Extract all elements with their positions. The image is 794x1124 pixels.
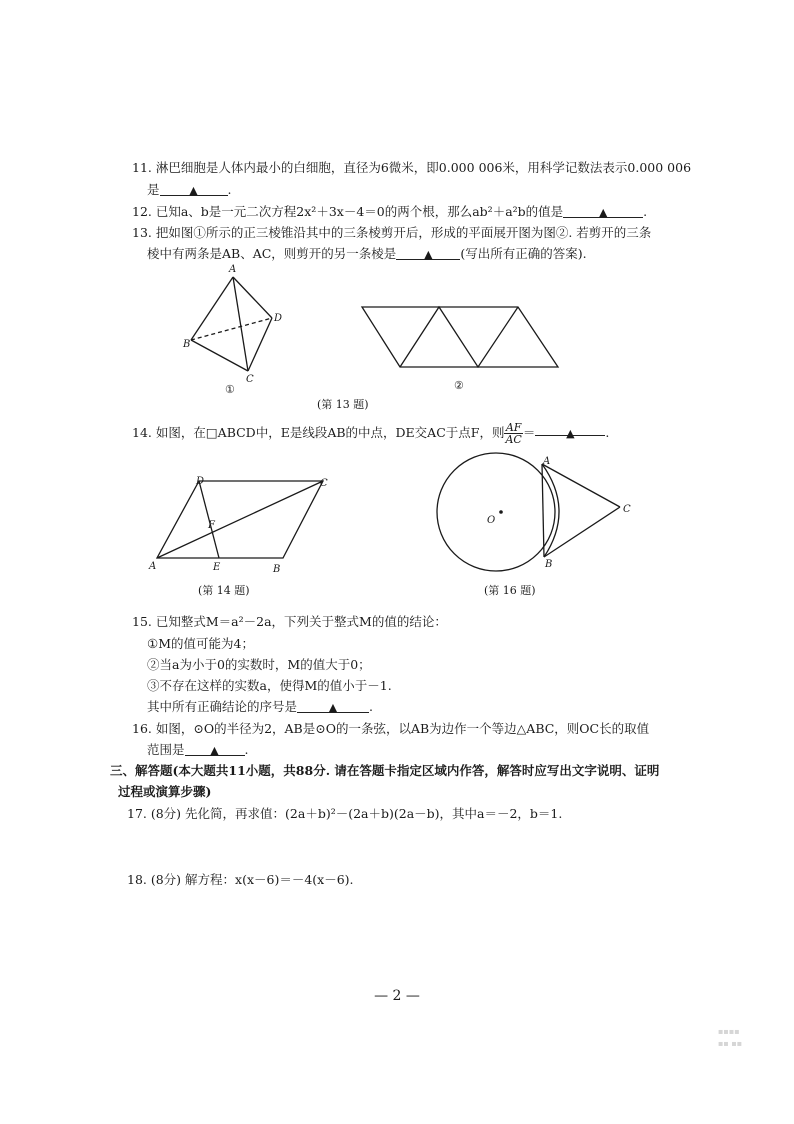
fig14-label-b: B	[273, 564, 281, 575]
fig16-figure	[437, 453, 620, 571]
q16-line2	[147, 741, 249, 759]
answer-triangle-icon: ▲	[189, 184, 198, 197]
q15-ask-text: 其中所有正确结论的序号是	[147, 699, 298, 714]
fig13-tetrahedron	[191, 277, 272, 371]
fig14-label-e: E	[213, 562, 221, 573]
q13-suffix: (写出所有正确的答案).	[460, 246, 587, 261]
fig13-net	[362, 307, 558, 367]
q16-text: 范围是	[147, 742, 185, 757]
fig14-label-f: F	[208, 520, 215, 531]
answer-triangle-icon: ▲	[328, 701, 338, 714]
q11-line2	[147, 181, 232, 199]
fig13-caption: (第 13 题)	[317, 398, 369, 411]
q12-text: 12. 已知a、b是一元二次方程2x²＋3x－4＝0的两个根，那么ab²＋a²b的值是	[132, 204, 564, 219]
q18-text: 18. (8分) 解方程：x(x－6)＝－4(x－6).	[127, 872, 354, 887]
q16-suffix: .	[244, 742, 249, 757]
fig14-parallelogram	[157, 481, 323, 558]
page-number: — 2 —	[374, 988, 420, 1004]
fig13-label-d: D	[274, 313, 283, 324]
q12-line	[132, 203, 647, 221]
fig14-label-d: D	[196, 476, 205, 487]
q14-text: 14. 如图，在□ABCD中，E是线段AB的中点，DE交AC于点F，则	[132, 425, 505, 440]
q15-option-2: ②当a为小于0的实数时，M的值大于0；	[147, 657, 371, 672]
fig13-label-c: C	[246, 374, 254, 385]
q15-answer-blank[interactable]	[297, 698, 369, 713]
q16-answer-blank[interactable]	[185, 741, 245, 756]
q12-suffix: .	[643, 204, 648, 219]
q11-answer-blank[interactable]	[160, 181, 228, 196]
q14-fraction	[504, 422, 522, 445]
answer-triangle-icon: ▲	[598, 206, 608, 219]
fig16-label-b: B	[545, 559, 553, 570]
q16-line1: 16. 如图，⊙O的半径为2，AB是⊙O的一条弦，以AB为边作一个等边△ABC，则OC长的取值	[132, 721, 650, 736]
q14-eq: ＝	[522, 425, 536, 440]
section-3-heading: 三、解答题(本大题共11小题，共88分. 请在答题卡指定区域内作答，解答时应写出文字说明、证明	[110, 763, 660, 778]
q14-frac-den: AC	[505, 433, 522, 446]
fig16-label-c: C	[623, 504, 631, 515]
q13-answer-blank[interactable]	[396, 245, 460, 260]
fig14-label-c: C	[320, 478, 328, 489]
answer-triangle-icon: ▲	[210, 744, 219, 757]
q15-option-1: ①M的值可能为4；	[147, 636, 254, 651]
q14-answer-blank[interactable]	[535, 421, 605, 440]
fig16-label-a: A	[543, 456, 551, 467]
fig16-center-dot	[499, 510, 503, 514]
q14-suffix: .	[605, 425, 610, 440]
q11-suffix: .	[227, 182, 232, 197]
q14-line	[132, 421, 609, 445]
answer-triangle-icon: ▲	[566, 427, 575, 440]
fig14-label-a: A	[149, 561, 157, 572]
q13-line2	[147, 245, 587, 263]
fig13-label-2: ②	[454, 379, 464, 392]
q15-ask	[147, 698, 373, 716]
q17-text: 17. (8分) 先化简，再求值：(2a＋b)²－(2a＋b)(2a－b)，其中a＝－2，b＝1.	[127, 806, 563, 821]
q13-text: 棱中有两条是AB、AC，则剪开的另一条棱是	[147, 246, 397, 261]
watermark-smudge: ▪▪▪▪ ▪▪ ▪▪	[718, 1027, 743, 1048]
answer-triangle-icon: ▲	[424, 248, 433, 261]
q11-prefix: 是	[147, 182, 160, 197]
q15-suffix: .	[369, 699, 373, 714]
fig14-caption: (第 14 题)	[198, 584, 250, 597]
q14-frac-num: AF	[505, 421, 522, 434]
q15-option-3: ③不存在这样的实数a，使得M的值小于－1.	[147, 678, 392, 693]
fig13-label-a: A	[229, 264, 237, 275]
fig13-label-1: ①	[225, 383, 235, 396]
q15-stem: 15. 已知整式M＝a²－2a，下列关于整式M的值的结论：	[132, 614, 447, 629]
fig16-label-o: O	[487, 515, 496, 526]
section-3-heading-cont: 过程或演算步骤)	[118, 784, 212, 799]
q12-answer-blank[interactable]	[563, 203, 643, 218]
fig13-label-b: B	[183, 339, 191, 350]
q13-line1: 13. 把如图①所示的正三棱锥沿其中的三条棱剪开后，形成的平面展开图为图②. 若剪开的三条	[132, 225, 652, 240]
fig16-caption: (第 16 题)	[484, 584, 536, 597]
q11-line1: 11. 淋巴细胞是人体内最小的白细胞，直径为6微米，即0.000 006米，用科学记数法表示0.000 006	[132, 160, 692, 175]
